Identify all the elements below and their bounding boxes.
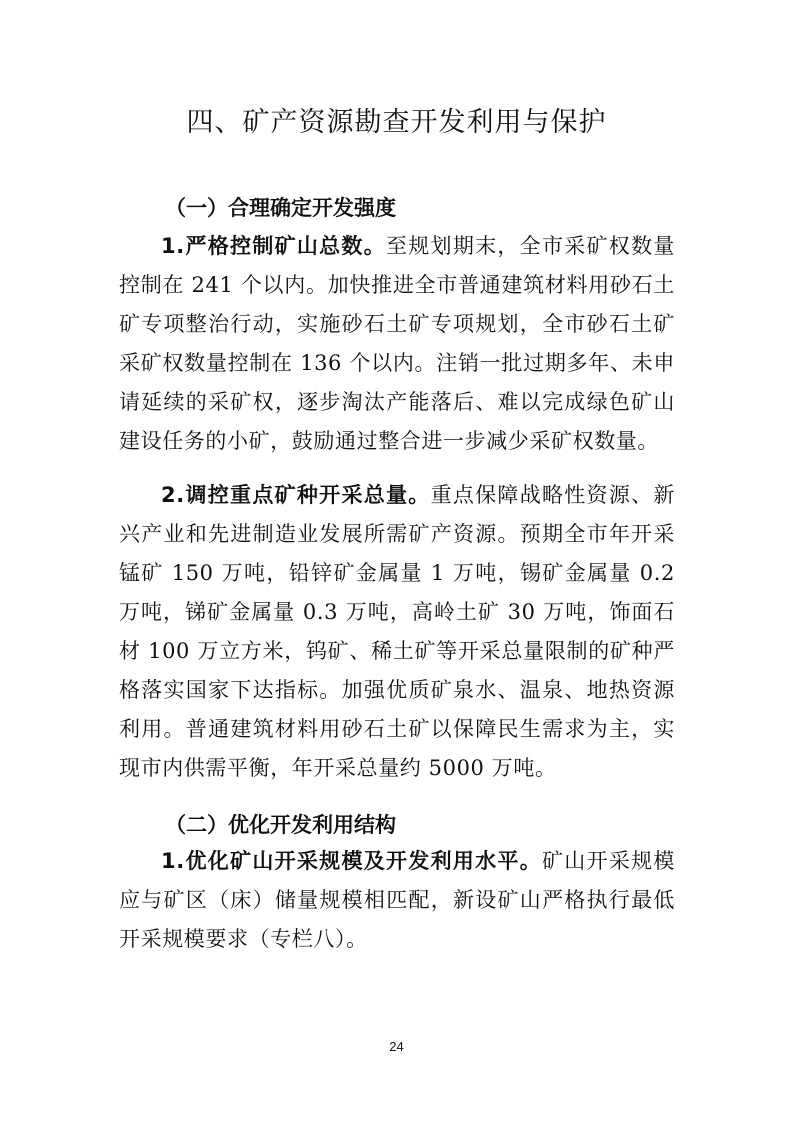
paragraph-text: 至规划期末，全市采矿权数量控制在 241 个以内。加快推进全市普通建筑材料用砂石土矿专项整治行动，实施砂石土矿专项规划，全市砂石土矿采矿权数量控制在 136 个以内。注销一批过期多年、未申请延续的采矿权，逐步淘汰产能落后、难以完成绿色矿山建设任务的小矿，鼓励通过整合进一步减少采矿权数量。 [119, 234, 675, 453]
page-number: 24 [389, 1039, 404, 1054]
paragraph-text: 矿山开采规模应与矿区（床）储量规模相匹配，新设矿山严格执行最低开采规模要求（专栏八）。 [119, 849, 675, 951]
paragraph-lead: 1.严格控制矿山总数。 [161, 234, 386, 258]
paragraph-2 [119, 476, 675, 788]
paragraph-lead: 1.优化矿山开采规模及开发利用水平。 [161, 849, 542, 873]
chapter-title: 四、矿产资源勘查开发利用与保护 [186, 107, 607, 138]
paragraph-text: 重点保障战略性资源、新兴产业和先进制造业发展所需矿产资源。预期全市年开采锰矿 150 万吨，铅锌矿金属量 1 万吨，锡矿金属量 0.2 万吨，锑矿金属量 0.3 万吨，高岭土矿 30 万吨，饰面石材 100 万立方米，钨矿、稀土矿等开采总量限制的矿种严格落实国家下达指标。加强优质矿泉水、温泉、地热资源利用。普通建筑材料用砂石土矿以保障民生需求为主，实现市内供需平衡，年开采总量约 5000 万吨。 [119, 483, 675, 780]
section-heading-2: （二）优化开发利用结构 [165, 813, 396, 837]
paragraph-1 [119, 227, 675, 461]
section-heading-1: （一）合理确定开发强度 [165, 196, 396, 220]
paragraph-3 [119, 842, 675, 959]
paragraph-lead: 2.调控重点矿种开采总量。 [161, 483, 431, 507]
